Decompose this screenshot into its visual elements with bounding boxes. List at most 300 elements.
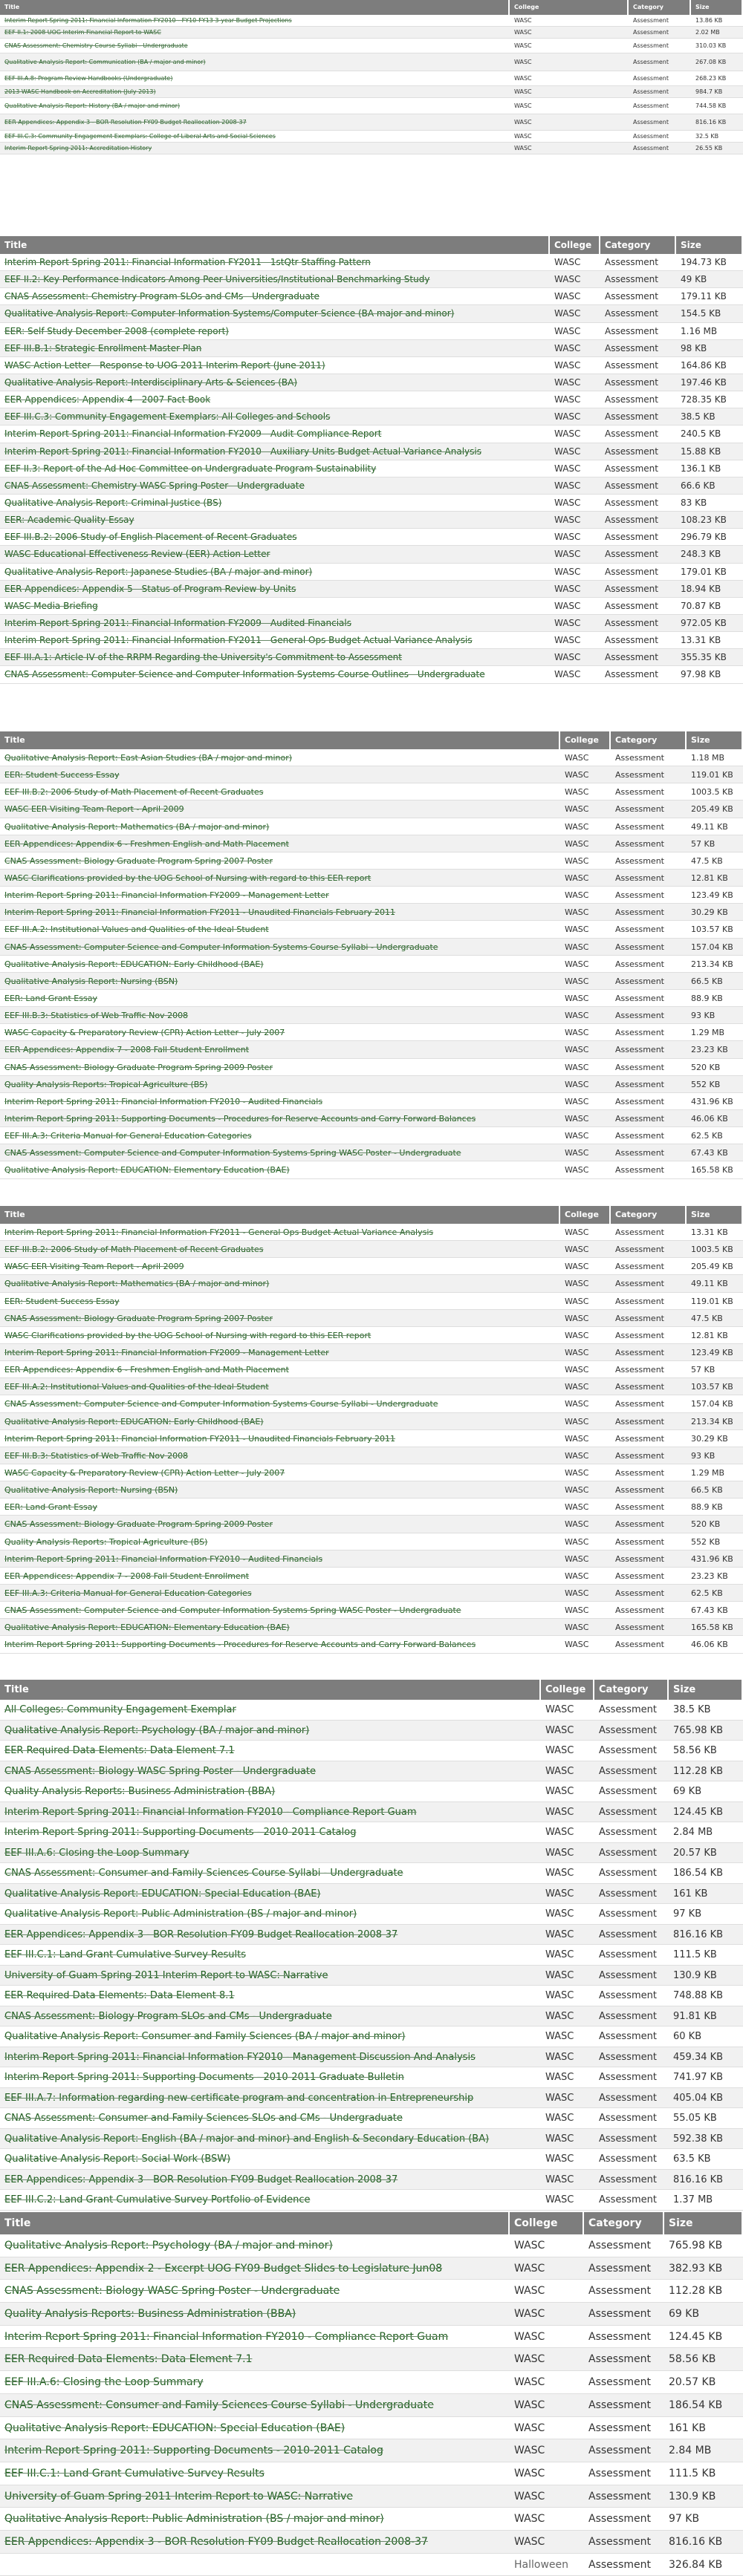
table-row[interactable] (0, 98, 743, 114)
cell-size: 93 KB (691, 1011, 716, 1021)
cell-title[interactable]: EEF III.C.1: Land Grant Cumulative Survey Results (4, 2467, 265, 2479)
cell-title[interactable]: CNAS Assessment: Biology Graduate Program Spring 2007 Poster (4, 1313, 273, 1323)
cell-title[interactable]: EEF III.A.6: Closing the Loop Summary (4, 2376, 204, 2389)
cell-category: Assessment (599, 2133, 657, 2145)
cell-title[interactable]: Quality Analysis Reports: Tropical Agriculture (BS) (4, 1079, 208, 1089)
cell-title[interactable]: EER: Academic Quality Essay (4, 515, 134, 526)
cell-title[interactable]: EER Required Data Elements: Data Element 7.1 (4, 2353, 253, 2366)
table-row[interactable] (0, 2067, 743, 2088)
cell-title[interactable]: Interim Report Spring 2011: Financial Information FY2010 - Audited Financials (4, 1096, 323, 1106)
column-header-category[interactable]: Category (629, 0, 691, 15)
cell-title[interactable]: EEF III.C.1: Land Grant Cumulative Survey Results (4, 1949, 246, 1960)
cell-title[interactable]: EER Required Data Elements: Data Element 7.1 (4, 1745, 235, 1756)
table-row[interactable] (0, 615, 743, 632)
column-header-college[interactable]: College (541, 1680, 594, 1700)
cell-title[interactable]: Interim Report Spring 2011: Financial Information FY2009 - Audit Compliance Report (4, 428, 382, 440)
table-row[interactable] (0, 749, 743, 766)
cell-title[interactable]: Qualitative Analysis Report: History (BA / major and minor) (4, 102, 181, 109)
cell-title[interactable]: CNAS Assessment: Biology WASC Spring Poster - Undergraduate (4, 2285, 340, 2298)
cell-title[interactable]: EEF III.A.6: Closing the Loop Summary (4, 1847, 189, 1859)
cell-title[interactable]: CNAS Assessment: Biology Graduate Program Spring 2007 Poster (4, 855, 273, 866)
table-row[interactable] (0, 546, 743, 563)
cell-category: Assessment (633, 17, 669, 24)
table-row[interactable] (0, 581, 743, 598)
cell-title[interactable]: WASC Media Briefing (4, 600, 98, 611)
table-row[interactable] (0, 1024, 743, 1041)
column-header-college[interactable]: College (510, 0, 629, 15)
column-header-title[interactable]: Title (0, 236, 550, 254)
cell-title[interactable]: Qualitative Analysis Report: English (BA / major and minor) and English & Secondary Education (BA) (4, 2133, 490, 2145)
table-row[interactable] (0, 1395, 743, 1412)
table-row[interactable] (0, 512, 743, 529)
column-header-category[interactable]: Category (594, 1680, 669, 1700)
table-row[interactable] (0, 1430, 743, 1447)
cell-title[interactable]: EER Appendices: Appendix 3 - BOR Resolution FY09 Budget Reallocation 2008-37 (4, 2174, 398, 2185)
table-row[interactable] (0, 598, 743, 615)
table-row[interactable] (0, 818, 743, 835)
cell-title[interactable]: WASC EER Visiting Team Report - April 2009 (4, 804, 184, 815)
cell-title[interactable]: Qualitative Analysis Report: Psychology (BA / major and minor) (4, 2240, 333, 2251)
cell-title[interactable]: EEF III.A.2: Institutional Values and Qualities of the Ideal Student (4, 1382, 269, 1392)
cell-title[interactable]: CNAS Assessment: Biology Graduate Program Spring 2009 Poster (4, 1519, 273, 1530)
cell-title[interactable]: Interim Report Spring 2011: Financial Information FY2010 - Management Discussion And Analysis (4, 2051, 476, 2063)
table-row[interactable] (0, 1636, 743, 1653)
cell-title[interactable]: WASC Action Letter - Response to UOG 2011 Interim Report (June 2011) (4, 359, 325, 371)
cell-title[interactable]: EER Required Data Elements: Data Element 8.1 (4, 1990, 235, 2001)
cell-title[interactable]: Interim Report Spring 2011: Financial Information FY2010 - Auxiliary Units Budget Actual Variance Analysis (4, 446, 481, 457)
table-row[interactable] (0, 2280, 743, 2303)
cell-title[interactable]: Interim Report Spring 2011: Financial Information FY2011 - Unaudited Financials February 2011 (4, 1433, 396, 1444)
table-row[interactable] (0, 1925, 743, 1946)
cell-title[interactable]: WASC Capacity & Preparatory Review (CPR) Action Letter - July 2007 (4, 1028, 285, 1038)
table-row[interactable] (0, 2508, 743, 2531)
table-row[interactable] (0, 2417, 743, 2440)
table-row[interactable] (0, 2439, 743, 2462)
table-row[interactable] (0, 2026, 743, 2047)
cell-title[interactable]: Qualitative Analysis Report: EDUCATION: Special Education (BAE) (4, 1888, 321, 1900)
cell-title[interactable]: Qualitative Analysis Report: Interdisciplinary Arts & Sciences (BA) (4, 376, 298, 388)
cell-title[interactable]: EEF III.A.3: Criteria Manual for General Education Categories (4, 1131, 252, 1141)
cell-title[interactable]: Interim Report Spring 2011: Supporting Documents - Procedures for Reserve Accounts and Carry Forward Balances (4, 1640, 476, 1650)
cell-title[interactable]: Quality Analysis Reports: Tropical Agriculture (BS) (4, 1536, 208, 1547)
cell-title[interactable]: CNAS Assessment: Biology WASC Spring Poster - Undergraduate (4, 1765, 317, 1777)
cell-title[interactable]: EER Appendices: Appendix 7 - 2008 Fall Student Enrollment (4, 1571, 250, 1581)
table-row[interactable] (0, 1781, 743, 1802)
table-row[interactable] (0, 1161, 743, 1178)
cell-college: WASC (565, 925, 589, 935)
table-row[interactable] (0, 766, 743, 783)
cell-title[interactable]: EEF III.A.1: Article IV of the RRPM Regarding the University's Commitment to Assessment (4, 652, 402, 663)
cell-title[interactable]: EEF III.B.2: 2006 Study of Math Placement of Recent Graduates (4, 787, 264, 798)
table-row[interactable] (0, 529, 743, 546)
file-table-2 (0, 236, 743, 684)
table-row[interactable] (0, 2190, 743, 2211)
cell-title[interactable]: Interim Report Spring 2011: Financial Information FY2010 - Compliance Report Guam (4, 2330, 449, 2343)
table-row[interactable] (0, 1802, 743, 1823)
table-row[interactable] (0, 1041, 743, 1058)
table-row[interactable] (0, 1481, 743, 1499)
cell-title[interactable]: CNAS Assessment: Computer Science and Computer Information Systems Spring WASC Poster - Undergraduate (4, 1605, 461, 1616)
table-row[interactable] (0, 1293, 743, 1310)
cell-college: WASC (545, 1928, 574, 1940)
cell-title[interactable]: EEF III.B.2: 2006 Study of Math Placement of Recent Graduates (4, 1245, 264, 1255)
column-header-size[interactable]: Size (664, 2212, 743, 2234)
cell-category: Assessment (605, 376, 658, 388)
table-row[interactable] (0, 143, 743, 154)
cell-size: 58.56 KB (673, 1745, 717, 1756)
cell-size: 12.81 KB (691, 1330, 728, 1340)
column-header-size[interactable]: Size (669, 1680, 743, 1700)
table-row[interactable] (0, 1966, 743, 1986)
table-row[interactable] (0, 1413, 743, 1430)
table-row[interactable] (0, 783, 743, 800)
table-row[interactable] (0, 1700, 743, 1721)
cell-title[interactable]: CNAS Assessment: Biology Program SLOs and CMs - Undergraduate (4, 2010, 332, 2022)
table-row[interactable] (0, 956, 743, 973)
table-row[interactable] (0, 1093, 743, 1110)
cell-college: WASC (514, 75, 532, 82)
column-header-college[interactable]: College (560, 1206, 611, 1224)
table-row[interactable] (0, 1721, 743, 1741)
table-row[interactable] (0, 1327, 743, 1344)
cell-college: Halloween (514, 2558, 569, 2571)
cell-title[interactable]: EEF III.B.3: Statistics of Web Traffic Nov 2008 (4, 1011, 189, 1021)
column-header-category[interactable]: Category (584, 2212, 664, 2234)
cell-college: WASC (565, 1296, 589, 1306)
cell-title[interactable]: EEF II.1: 2008 UOG Interim Financial Report to WASC (4, 29, 161, 36)
cell-title[interactable]: All Colleges: Community Engagement Exemplar (4, 1704, 236, 1715)
cell-title[interactable]: Interim Report Spring 2011: Financial Information FY2011 - 1stQtr Staffing Pattern (4, 257, 371, 267)
column-header-college[interactable]: College (550, 236, 600, 254)
table-row[interactable] (0, 904, 743, 921)
cell-title[interactable]: Interim Report Spring 2011: Financial Information FY2009 - Management Letter (4, 1347, 329, 1357)
cell-title[interactable]: EEF II.3: Report of the Ad Hoc Committee on Undergraduate Program Sustainability (4, 463, 377, 474)
cell-title[interactable]: EEF III.C.3: Community Engagement Exemplars: College of Liberal Arts and Social Sciences (4, 133, 276, 140)
cell-title[interactable]: EEF III.B.2: 2006 Study of English Placement of Recent Graduates (4, 532, 297, 543)
table-row[interactable] (0, 477, 743, 495)
cell-title[interactable]: EER Appendices: Appendix 4 - 2007 Fact Book (4, 394, 211, 405)
table-row[interactable] (0, 2326, 743, 2349)
cell-title[interactable]: EER: Land Grant Essay (4, 1502, 97, 1513)
table-row[interactable] (0, 39, 743, 53)
cell-title[interactable]: CNAS Assessment: Biology Graduate Program Spring 2009 Poster (4, 1062, 273, 1072)
cell-size: 161 KB (673, 1888, 708, 1900)
table-row[interactable] (0, 1568, 743, 1585)
table-row[interactable] (0, 374, 743, 391)
cell-title[interactable]: Qualitative Analysis Report: Mathematics (BA / major and minor) (4, 821, 270, 832)
table-row[interactable] (0, 357, 743, 374)
table-row[interactable] (0, 800, 743, 818)
table-row[interactable] (0, 1110, 743, 1127)
table-row[interactable] (0, 2303, 743, 2326)
cell-title[interactable]: University of Guam Spring 2011 Interim Report to WASC: Narrative (4, 2490, 353, 2502)
table-row[interactable] (0, 1447, 743, 1464)
table-row[interactable] (0, 1619, 743, 1636)
table-row[interactable] (0, 1516, 743, 1533)
cell-title[interactable]: Qualitative Analysis Report: EDUCATION: Early Childhood (BAE) (4, 1416, 264, 1426)
cell-title[interactable]: Qualitative Analysis Report: Mathematics (BA / major and minor) (4, 1279, 270, 1289)
table-row[interactable] (0, 564, 743, 581)
cell-title[interactable]: Interim Report Spring 2011: Financial Information FY2010 - Audited Financials (4, 1553, 323, 1564)
table-row[interactable] (0, 1310, 743, 1327)
cell-title[interactable]: Qualitative Analysis Report: Nursing (BSN) (4, 976, 178, 986)
cell-title[interactable]: EER Appendices: Appendix 3 - BOR Resolution FY09 Budget Reallocation 2008-37 (4, 119, 247, 125)
table-row[interactable] (0, 2234, 743, 2257)
cell-title[interactable]: EER Appendices: Appendix 3 - BOR Resolution FY09 Budget Reallocation 2008-37 (4, 2535, 428, 2548)
column-header-title[interactable]: Title (0, 0, 510, 15)
table-row[interactable] (0, 2531, 743, 2554)
table-row[interactable] (0, 973, 743, 990)
column-header-size[interactable]: Size (676, 236, 743, 254)
table-row[interactable] (0, 460, 743, 477)
table-row[interactable] (0, 2170, 743, 2191)
cell-college: WASC (565, 1045, 589, 1055)
cell-title[interactable]: Interim Report Spring 2011: Financial Information FY2011 - Unaudited Financials February 2011 (4, 907, 396, 918)
cell-title[interactable]: WASC EER Visiting Team Report - April 2009 (4, 1262, 184, 1272)
cell-category: Assessment (599, 2051, 657, 2063)
table-row[interactable] (0, 1378, 743, 1395)
table-row[interactable] (0, 1822, 743, 1843)
table-row[interactable] (0, 131, 743, 143)
cell-college: WASC (554, 428, 581, 440)
table-row[interactable] (0, 1275, 743, 1292)
table-row[interactable] (0, 2108, 743, 2129)
cell-title[interactable]: Interim Report Spring 2011: Financial Information FY2010 - FY10-FY13 3-year Budget Projections (4, 17, 292, 24)
table-row[interactable] (0, 632, 743, 649)
table-row[interactable] (0, 1551, 743, 1568)
table-row[interactable] (0, 1127, 743, 1144)
cell-title[interactable]: Qualitative Analysis Report: EDUCATION: Elementary Education (BAE) (4, 1165, 290, 1175)
table-row[interactable] (0, 1059, 743, 1076)
column-header-size[interactable]: Size (687, 1206, 743, 1224)
table-row[interactable] (0, 1884, 743, 1905)
cell-title[interactable]: EEF III.B.3: Statistics of Web Traffic Nov 2008 (4, 1450, 189, 1461)
table-row[interactable] (0, 1241, 743, 1258)
table-row[interactable] (0, 921, 743, 938)
cell-title[interactable]: Interim Report Spring 2011: Accreditation History (4, 145, 152, 151)
table-row[interactable] (0, 1144, 743, 1161)
table-row[interactable] (0, 1533, 743, 1551)
cell-title[interactable]: EER Appendices: Appendix 3 - BOR Resolution FY09 Budget Reallocation 2008-37 (4, 1928, 398, 1940)
table-row[interactable] (0, 939, 743, 956)
table-row[interactable] (0, 53, 743, 71)
cell-title[interactable]: Quality Analysis Reports: Business Administration (BBA) (4, 2308, 296, 2321)
cell-title[interactable]: CNAS Assessment: Consumer and Family Sciences Course Syllabi - Undergraduate (4, 1868, 403, 1879)
table-row[interactable] (0, 1258, 743, 1275)
column-header-title[interactable]: Title (0, 2212, 510, 2234)
cell-title[interactable]: Qualitative Analysis Report: Consumer and Family Sciences (BA / major and minor) (4, 2031, 406, 2042)
cell-title[interactable]: Interim Report Spring 2011: Supporting Documents - 2010-2011 Catalog (4, 1827, 357, 1838)
table-row[interactable] (0, 649, 743, 666)
table-row[interactable] (0, 1464, 743, 1481)
cell-title[interactable]: CNAS Assessment: Computer Science and Computer Information Systems Course Syllabi - Undergraduate (4, 1399, 438, 1409)
cell-title[interactable]: EER Appendices: Appendix 7 - 2008 Fall Student Enrollment (4, 1045, 250, 1055)
column-header-size[interactable]: Size (687, 731, 743, 749)
table-row[interactable] (0, 1863, 743, 1884)
table-row[interactable] (0, 870, 743, 887)
table-row[interactable] (0, 1761, 743, 1782)
cell-title[interactable]: EEF III.C.2: Land Grant Cumulative Survey Portfolio of Evidence (4, 2194, 311, 2205)
cell-title[interactable]: EEF III.A.3: Criteria Manual for General Education Categories (4, 1588, 252, 1598)
table-row[interactable] (0, 835, 743, 852)
table-row[interactable] (0, 2554, 743, 2576)
cell-title[interactable]: EEF III.A.2: Institutional Values and Qualities of the Ideal Student (4, 925, 269, 935)
cell-title[interactable]: WASC Educational Effectiveness Review (EER) Action Letter (4, 549, 270, 560)
cell-title[interactable]: Interim Report Spring 2011: Supporting Documents - 2010-2011 Catalog (4, 2445, 383, 2457)
column-header-category[interactable]: Category (611, 731, 687, 749)
column-header-title[interactable]: Title (0, 1206, 560, 1224)
cell-college: WASC (545, 1888, 574, 1900)
cell-college: WASC (565, 976, 589, 986)
cell-title[interactable]: EEF III.B.1: Strategic Enrollment Master Plan (4, 342, 202, 353)
cell-title[interactable]: EER Appendices: Appendix 2 - Excerpt UOG FY09 Budget Slides to Legislature Jun08 (4, 2262, 443, 2275)
column-header-category[interactable]: Category (611, 1206, 687, 1224)
table-row[interactable] (0, 1945, 743, 1966)
table-row[interactable] (0, 852, 743, 870)
table-row[interactable] (0, 666, 743, 683)
cell-title[interactable]: EEF III.A.7: Information regarding new certificate program and concentration in Entrepreneurship (4, 2092, 474, 2104)
column-header-college[interactable]: College (510, 2212, 584, 2234)
cell-title[interactable]: Qualitative Analysis Report: Public Administration (BS / major and minor) (4, 1908, 357, 1920)
table-row[interactable] (0, 2088, 743, 2109)
cell-category: Assessment (615, 1502, 664, 1513)
table-row[interactable] (0, 305, 743, 322)
table-row[interactable] (0, 2257, 743, 2280)
cell-title[interactable]: Interim Report Spring 2011: Supporting Documents - Procedures for Reserve Accounts and Carry Forward Balances (4, 1113, 476, 1124)
cell-title[interactable]: WASC Capacity & Preparatory Review (CPR) Action Letter - July 2007 (4, 1467, 285, 1478)
table-row[interactable] (0, 408, 743, 425)
cell-title[interactable]: EEF II.2: Key Performance Indicators Among Peer Universities/Institutional Benchmarking Study (4, 274, 430, 285)
cell-title[interactable]: EER: Student Success Essay (4, 770, 120, 780)
table-row[interactable] (0, 1602, 743, 1619)
cell-title[interactable]: Interim Report Spring 2011: Financial Information FY2010 - Compliance Report Guam (4, 1806, 417, 1818)
table-row[interactable] (0, 2462, 743, 2485)
cell-title[interactable]: EER: Self-Study December 2008 (complete report) (4, 325, 229, 336)
cell-title[interactable]: Interim Report Spring 2011: Financial Information FY2009 - Audited Financials (4, 617, 351, 628)
table-row[interactable] (0, 1344, 743, 1361)
cell-title[interactable]: Qualitative Analysis Report: East Asian Studies (BA / major and minor) (4, 753, 293, 763)
table-row[interactable] (0, 2149, 743, 2170)
cell-category: Assessment (615, 821, 664, 832)
table-row[interactable] (0, 2371, 743, 2394)
table-row[interactable] (0, 271, 743, 288)
cell-title[interactable]: Qualitative Analysis Report: Computer Information Systems/Computer Science (BA major and minor) (4, 308, 455, 319)
table-row[interactable] (0, 114, 743, 131)
table-row[interactable] (0, 2348, 743, 2371)
cell-title[interactable]: Qualitative Analysis Report: EDUCATION: Early Childhood (BAE) (4, 959, 264, 969)
cell-title[interactable]: Interim Report Spring 2011: Financial Information FY2011 - General Ops Budget Actual Variance Analysis (4, 1227, 434, 1237)
cell-title[interactable]: CNAS Assessment: Chemistry WASC Spring Poster - Undergraduate (4, 480, 305, 491)
table-row[interactable] (0, 391, 743, 408)
table-row[interactable] (0, 340, 743, 357)
cell-title[interactable]: CNAS Assessment: Consumer and Family Sciences Course Syllabi - Undergraduate (4, 2399, 434, 2411)
table-row[interactable] (0, 1076, 743, 1093)
cell-title[interactable]: Qualitative Analysis Report: Communication (BA / major and minor) (4, 59, 206, 65)
table-row[interactable] (0, 323, 743, 340)
table-row[interactable] (0, 86, 743, 98)
cell-title[interactable]: Interim Report Spring 2011: Financial Information FY2011 - General Ops Budget Actual Variance Analysis (4, 635, 473, 646)
cell-title[interactable]: WASC Clarifications provided by the UOG School of Nursing with regard to this EER report (4, 1330, 372, 1340)
table-row[interactable] (0, 288, 743, 305)
table-row[interactable] (0, 27, 743, 39)
table-row[interactable] (0, 2485, 743, 2508)
column-header-title[interactable]: Title (0, 1680, 541, 1700)
cell-title[interactable]: University of Guam Spring 2011 Interim Report to WASC: Narrative (4, 1969, 328, 1981)
table-row[interactable] (0, 1361, 743, 1378)
cell-title[interactable]: Qualitative Analysis Report: Social Work (BSW) (4, 2153, 231, 2165)
cell-title[interactable]: EEF III.A.8: Program Review Handbooks (Undergraduate) (4, 75, 173, 82)
table-row[interactable] (0, 1741, 743, 1761)
table-row[interactable] (0, 495, 743, 512)
cell-category: Assessment (615, 770, 664, 780)
cell-title[interactable]: Qualitative Analysis Report: Criminal Justice (BS) (4, 497, 222, 508)
cell-size: 49 KB (681, 274, 707, 285)
table-row[interactable] (0, 2129, 743, 2150)
column-header-college[interactable]: College (560, 731, 611, 749)
cell-size: 154.5 KB (681, 308, 721, 319)
cell-title[interactable]: EER: Land Grant Essay (4, 993, 97, 1003)
cell-title[interactable] (0, 2554, 510, 2576)
cell-college: WASC (554, 600, 581, 611)
table-row[interactable] (0, 15, 743, 27)
table-row[interactable] (0, 990, 743, 1007)
column-header-title[interactable]: Title (0, 731, 560, 749)
table-row[interactable] (0, 425, 743, 443)
cell-title[interactable]: 2013 WASC Handbook on Accreditation (July 2013) (4, 88, 156, 95)
column-header-size[interactable]: Size (691, 0, 743, 15)
cell-title[interactable]: Qualitative Analysis Report: Japanese Studies (BA / major and minor) (4, 566, 313, 577)
cell-title[interactable]: EER Appendices: Appendix 5 - Status of Program Review by Units (4, 583, 296, 594)
table-row[interactable] (0, 1499, 743, 1516)
table-row[interactable] (0, 71, 743, 86)
table-row[interactable] (0, 2006, 743, 2027)
cell-title[interactable]: Quality Analysis Reports: Business Administration (BBA) (4, 1786, 276, 1797)
cell-title[interactable]: CNAS Assessment: Consumer and Family Sciences SLOs and CMs - Undergraduate (4, 2113, 403, 2124)
cell-college: WASC (565, 890, 589, 901)
cell-title[interactable]: Qualitative Analysis Report: Public Administration (BS / major and minor) (4, 2513, 384, 2526)
table-row[interactable] (0, 1843, 743, 1864)
cell-title[interactable]: Interim Report Spring 2011: Financial Information FY2009 - Management Letter (4, 890, 329, 901)
cell-title[interactable]: EEF III.C.3: Community Engagement Exemplars: All Colleges and Schools (4, 411, 331, 423)
table-row[interactable] (0, 1007, 743, 1024)
cell-title[interactable]: Qualitative Analysis Report: Nursing (BSN) (4, 1485, 178, 1496)
cell-title[interactable]: Qualitative Analysis Report: EDUCATION: Elementary Education (BAE) (4, 1623, 290, 1633)
table-row[interactable] (0, 1904, 743, 1925)
cell-title[interactable]: Qualitative Analysis Report: EDUCATION: Special Education (BAE) (4, 2422, 345, 2434)
table-row[interactable] (0, 443, 743, 460)
cell-title[interactable]: CNAS Assessment: Computer Science and Computer Information Systems Spring WASC Poster - Undergraduate (4, 1148, 461, 1158)
table-row[interactable] (0, 254, 743, 271)
column-header-category[interactable]: Category (600, 236, 676, 254)
cell-title[interactable]: WASC Clarifications provided by the UOG School of Nursing with regard to this EER report (4, 873, 372, 883)
table-row[interactable] (0, 1585, 743, 1602)
table-row[interactable] (0, 1224, 743, 1241)
cell-title[interactable]: EER Appendices: Appendix 6 - Freshmen English and Math Placement (4, 1365, 289, 1375)
cell-category: Assessment (605, 428, 658, 440)
cell-title[interactable]: Interim Report Spring 2011: Supporting Documents - 2010-2011 Graduate Bulletin (4, 2072, 404, 2083)
table-row[interactable] (0, 2047, 743, 2068)
cell-title[interactable]: EER Appendices: Appendix 6 - Freshmen English and Math Placement (4, 838, 289, 849)
cell-title[interactable]: CNAS Assessment: Computer Science and Computer Information Systems Course Outlines - Undergraduate (4, 669, 485, 680)
table-row[interactable] (0, 2394, 743, 2417)
table-row[interactable] (0, 1986, 743, 2006)
table-row[interactable] (0, 887, 743, 904)
cell-title[interactable]: CNAS Assessment: Chemistry Course Syllabi - Undergraduate (4, 42, 188, 49)
cell-title[interactable]: Qualitative Analysis Report: Psychology (BA / major and minor) (4, 1724, 310, 1736)
cell-title[interactable]: CNAS Assessment: Computer Science and Computer Information Systems Course Syllabi - Undergraduate (4, 942, 438, 952)
cell-title[interactable]: CNAS Assessment: Chemistry Program SLOs and CMs - Undergraduate (4, 291, 319, 302)
cell-title[interactable]: EER: Student Success Essay (4, 1296, 120, 1306)
